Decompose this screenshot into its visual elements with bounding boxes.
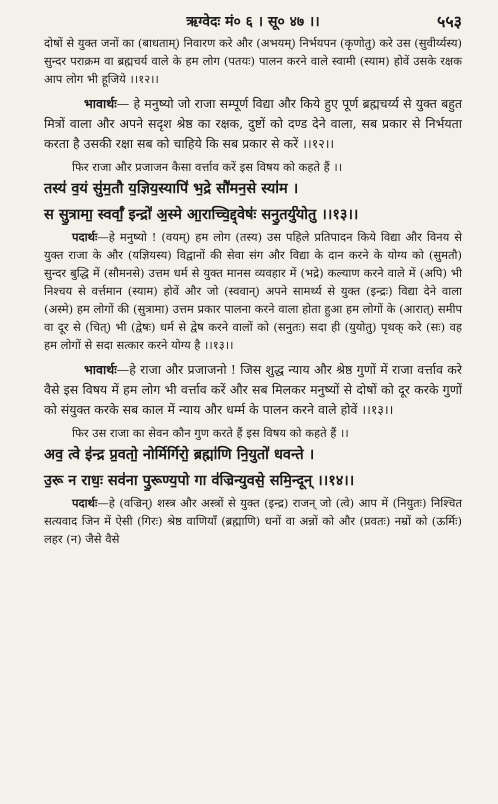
- padarth-text: —हे मनुष्यो ! (वयम्) हम लोग (तस्य) उस पहिले प्रतिपादन किये विद्या और विनय से युक्त राजा के और (यज्ञियस्य) विद्वानों की सेवा संग और विद्या के दान करने के योग्य को (सुमतौ) सुन्दर बुद्धि में (सौमनसे) उत्तम धर्म से युक्त मानस व्यवहार में (भद्रे) कल्याण करने वाले में (अपि) भी निश्चय से वर्त्तमान (स्याम) होवें और जो (स्ववान्) अपने सामर्थ्य से युक्त (इन्द्रः) विद्या देने वाला (अस्मे) हम लोगों की (सुत्रामा) उत्तम प्रकार पालना करने वाला होता हुआ हम लोगों के (आरात्) समीप वा दूर से (चित्) भी (द्वेषः) धर्म से द्वेष करने वालों को (सनुतः) सदा ही (युयोतु) पृथक् करे (सः) वह हम लोगों से सदा सत्कार करने योग्य है ।।१३।।: [44, 230, 462, 352]
- bhavarth-label: भावार्थः: [84, 362, 117, 377]
- bhavarth-text: —हे राजा और प्रजाजनो ! जिस शुद्ध न्याय और श्रेष्ठ गुणों में राजा वर्त्ताव करे वैसे इस विषय में हम लोग भी वर्त्ताव करें और सब मिलकर मनुष्यों से दोषों को दूर करके गुणों को संयुक्त करके सब काल में न्याय और धर्म्म के पालन करने वाले होवें ।।१३।।: [44, 362, 462, 417]
- padarth-label: पदार्थः: [72, 230, 98, 244]
- page-header: [44, 0, 462, 34]
- padarth-14: [44, 494, 462, 548]
- bhavarth-text: — हे मनुष्यो जो राजा सम्पूर्ण विद्या और किये हुए पूर्ण ब्रह्मचर्य्य से युक्त बहुत मित्रों वाला और अपने सदृश श्रेष्ठ का रक्षक, दुष्टों को दण्ड देने वाला, सब प्रकार से निर्भयता करता है उसकी रक्षा सब को चाहिये कि सब प्रकार से करें ।।१२।।: [44, 96, 462, 151]
- bhavarth-13: [44, 360, 462, 420]
- intro-line: फिर राजा और प्रजाजन कैसा वर्त्ताव करें इस विषय को कहते हैं ।।: [72, 160, 343, 174]
- mantra-line: तस्य॑ व॒यं सु॑म॒तौ य॒ज्ञिय॒स्यापि॑ भ॒द्रे सौ॑मन॒से स्या॑म ।: [44, 180, 299, 197]
- mantra-line: स सु॒त्रामा॒ स्वर्वाँ॒ इन्द्रो॑ अ॒स्मे आ॒राच्चि॒द्द्वेषः॑ सनु॒तर्यु॑योतु ।।१३।।: [44, 206, 359, 223]
- intro-line: फिर उस राजा का सेवन कौन गुण करते हैं इस विषय को कहते हैं ।।: [72, 426, 349, 440]
- padarth-13: [44, 228, 462, 354]
- running-title: ऋग्वेदः मं० ६ । सू० ४७ ।।: [186, 14, 320, 30]
- mantra-line: उ॒रू न राधः॒ सव॑ना पु॒रूण्य॒पो गा व॑ज्रिन्युवसे॒ समि॒न्दून् ।।१४।।: [44, 472, 355, 489]
- bhavarth-12: [44, 94, 462, 154]
- page-number: ५५३: [437, 12, 462, 31]
- padarth-label: पदार्थः: [72, 496, 98, 510]
- padarth-text: —हे (वज्रिन्) शस्त्र और अस्त्रों से युक्त (इन्द्र) राजन् जो (त्वे) आप में (नियुतः) निश्चित सत्यवाद जिन में ऐसी (गिरः) श्रेष्ठ वाणियाँ (ब्रह्माणि) धनों वा अन्नों को और (प्रवतः) नम्रों को (ऊर्मिः) लहर (न) जैसे वैसे: [44, 496, 462, 546]
- mantra-line: अव॒ त्वे इ॑न्द्र प्र॒वतो॒ नोर्मिर्गिरो॒ ब्रह्मा॑णि नि॒युतो॑ धवन्ते ।: [44, 446, 315, 463]
- bhavarth-label: भावार्थः: [84, 96, 117, 111]
- paragraph-continued: दोषों से युक्त जनों का (बाधताम्) निवारण करे और (अभयम्) निर्भयपन (कृणोतु) करे उस (सुवीर्य्यस्य) सुन्दर पराक्रम वा ब्रह्मचर्य वाले के हम लोग (पतयः) पालन करने वाले स्वामी (स्याम) होवें उसके रक्षक आप लोग भी हूजिये ।।१२।।: [44, 36, 462, 86]
